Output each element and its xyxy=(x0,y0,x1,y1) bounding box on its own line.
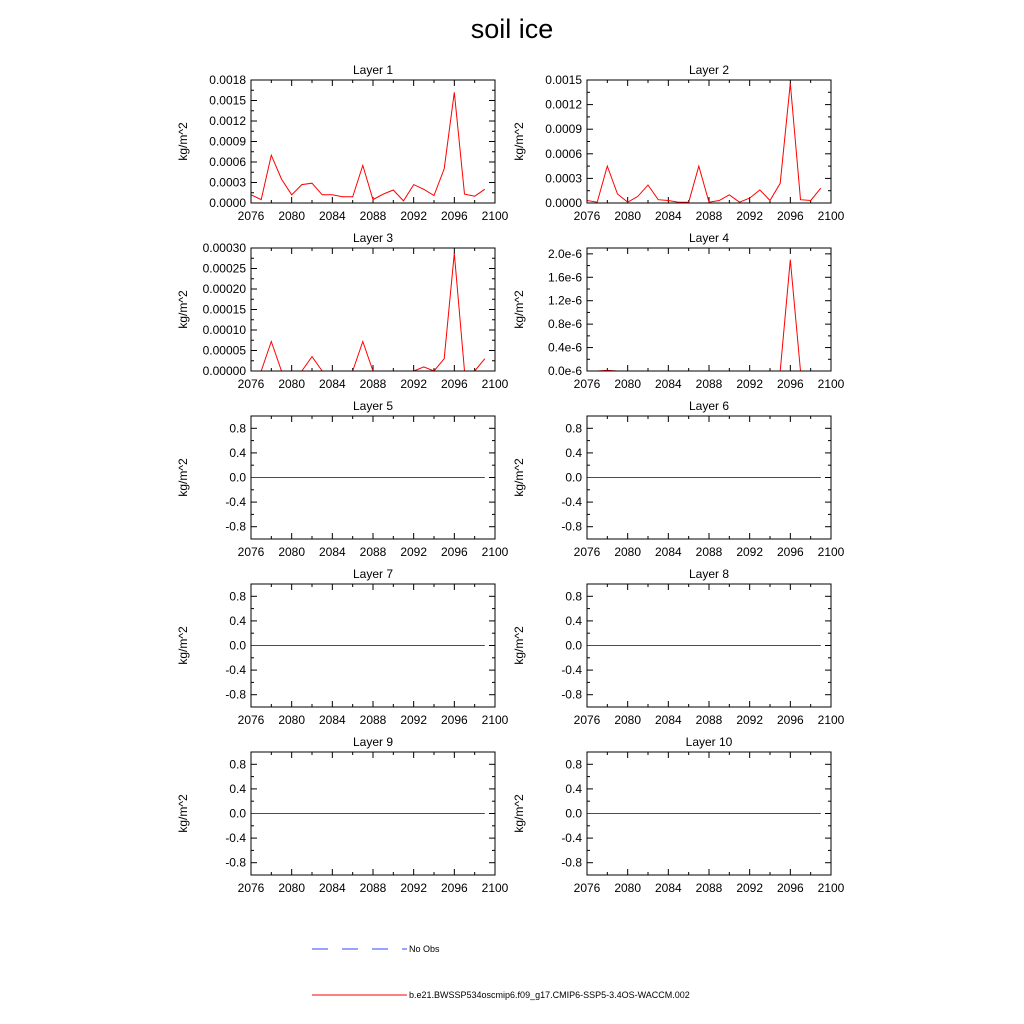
x-tick-label: 2076 xyxy=(237,881,265,895)
y-axis-label: kg/m^2 xyxy=(176,290,190,329)
y-axis-label: kg/m^2 xyxy=(512,458,526,497)
x-tick-label: 2088 xyxy=(695,209,723,223)
y-tick-label: -0.8 xyxy=(561,687,582,702)
y-tick-label: 0.0 xyxy=(229,806,246,821)
x-tick-label: 2100 xyxy=(817,209,845,223)
x-tick-label: 2084 xyxy=(318,209,346,223)
x-tick-label: 2096 xyxy=(776,881,804,895)
x-tick-label: 2100 xyxy=(817,377,845,391)
y-axis-label: kg/m^2 xyxy=(176,794,190,833)
x-tick-label: 2084 xyxy=(654,713,682,727)
y-tick-label: 2.0e-6 xyxy=(547,246,582,261)
y-tick-label: -0.4 xyxy=(561,663,582,678)
y-tick-label: 0.0015 xyxy=(209,93,246,108)
x-tick-label: 2076 xyxy=(573,713,601,727)
x-tick-label: 2080 xyxy=(614,713,642,727)
y-axis-label: kg/m^2 xyxy=(512,794,526,833)
panel-title: Layer 6 xyxy=(688,399,730,413)
x-tick-label: 2088 xyxy=(359,713,387,727)
y-tick-label: 0.0006 xyxy=(545,146,582,161)
x-tick-label: 2088 xyxy=(359,209,387,223)
y-axis-label: kg/m^2 xyxy=(512,122,526,161)
y-tick-label: 0.00000 xyxy=(202,364,246,378)
y-tick-label: 0.4e-6 xyxy=(547,340,582,355)
y-tick-label: 0.00025 xyxy=(202,261,246,276)
x-tick-label: 2100 xyxy=(817,545,845,559)
y-tick-label: -0.4 xyxy=(225,495,246,510)
x-tick-label: 2096 xyxy=(776,377,804,391)
x-tick-label: 2080 xyxy=(614,377,642,391)
x-tick-label: 2092 xyxy=(400,713,428,727)
x-tick-label: 2100 xyxy=(481,377,509,391)
y-tick-label: 0.0000 xyxy=(545,196,582,210)
x-tick-label: 2088 xyxy=(695,881,723,895)
x-tick-label: 2076 xyxy=(237,713,265,727)
legend-obs-line xyxy=(312,944,407,954)
x-tick-label: 2084 xyxy=(318,377,346,391)
y-tick-label: -0.4 xyxy=(561,831,582,846)
x-tick-label: 2096 xyxy=(440,545,468,559)
x-tick-label: 2076 xyxy=(573,377,601,391)
panel-5 xyxy=(176,399,509,559)
panel-frame xyxy=(251,248,495,371)
legend-model-label: b.e21.BWSSP534oscmip6.f09_g17.CMIP6-SSP5-3.4OS-WACCM.002 xyxy=(409,990,690,1000)
y-tick-label: -0.4 xyxy=(225,831,246,846)
y-axis-label: kg/m^2 xyxy=(512,626,526,665)
y-tick-label: 0.00020 xyxy=(202,282,246,296)
y-tick-label: -0.8 xyxy=(561,855,582,870)
y-tick-label: -0.8 xyxy=(225,519,246,534)
panel-7 xyxy=(176,567,509,727)
y-tick-label: 0.8 xyxy=(229,421,246,436)
y-tick-label: 0.4 xyxy=(565,613,582,628)
series-line xyxy=(251,253,485,371)
y-tick-label: 0.0012 xyxy=(209,114,246,128)
x-tick-label: 2100 xyxy=(481,209,509,223)
x-tick-label: 2080 xyxy=(278,377,306,391)
x-tick-label: 2084 xyxy=(318,713,346,727)
y-tick-label: 0.00005 xyxy=(202,343,246,358)
x-tick-label: 2092 xyxy=(400,881,428,895)
panel-8 xyxy=(512,567,845,727)
y-tick-label: 1.6e-6 xyxy=(547,270,582,285)
series-line xyxy=(587,260,821,371)
y-tick-label: -0.4 xyxy=(561,495,582,510)
panel-4 xyxy=(512,231,845,391)
y-tick-label: 0.00015 xyxy=(202,302,246,317)
x-tick-label: 2092 xyxy=(736,881,764,895)
figure-title: soil ice xyxy=(470,14,554,44)
y-tick-label: 0.8 xyxy=(229,589,246,604)
x-tick-label: 2092 xyxy=(400,209,428,223)
x-tick-label: 2088 xyxy=(359,545,387,559)
panel-1 xyxy=(176,63,509,223)
panel-frame xyxy=(251,80,495,203)
panel-9 xyxy=(176,735,509,895)
x-tick-label: 2080 xyxy=(614,209,642,223)
y-axis-label: kg/m^2 xyxy=(176,626,190,665)
x-tick-label: 2076 xyxy=(237,209,265,223)
panel-6 xyxy=(512,399,845,559)
x-tick-label: 2092 xyxy=(736,713,764,727)
y-tick-label: 0.0015 xyxy=(545,73,582,87)
panel-frame xyxy=(587,80,831,203)
panel-title: Layer 7 xyxy=(352,567,394,581)
series-line xyxy=(251,92,485,201)
y-tick-label: 0.8e-6 xyxy=(547,317,582,332)
x-tick-label: 2084 xyxy=(318,881,346,895)
x-tick-label: 2080 xyxy=(278,713,306,727)
x-tick-label: 2076 xyxy=(573,881,601,895)
y-tick-label: 0.0e-6 xyxy=(547,364,582,378)
x-tick-label: 2100 xyxy=(481,545,509,559)
y-tick-label: 0.0 xyxy=(229,470,246,485)
y-tick-label: -0.8 xyxy=(561,519,582,534)
y-tick-label: 0.0006 xyxy=(209,155,246,169)
x-tick-label: 2092 xyxy=(736,545,764,559)
x-tick-label: 2092 xyxy=(400,377,428,391)
x-tick-label: 2096 xyxy=(440,209,468,223)
y-tick-label: 0.4 xyxy=(229,781,246,796)
y-tick-label: 0.0 xyxy=(565,638,582,653)
x-tick-label: 2100 xyxy=(817,713,845,727)
x-tick-label: 2088 xyxy=(359,881,387,895)
x-tick-label: 2092 xyxy=(400,545,428,559)
y-tick-label: 0.8 xyxy=(229,757,246,772)
x-tick-label: 2088 xyxy=(359,377,387,391)
y-tick-label: 0.0018 xyxy=(209,73,246,87)
x-tick-label: 2080 xyxy=(278,545,306,559)
x-tick-label: 2096 xyxy=(776,209,804,223)
y-tick-label: 0.4 xyxy=(565,445,582,460)
x-tick-label: 2084 xyxy=(654,209,682,223)
x-tick-label: 2080 xyxy=(614,545,642,559)
y-tick-label: -0.8 xyxy=(225,855,246,870)
y-tick-label: 0.4 xyxy=(229,445,246,460)
y-tick-label: 0.00010 xyxy=(202,323,246,337)
panel-title: Layer 4 xyxy=(688,231,730,245)
y-axis-label: kg/m^2 xyxy=(512,290,526,329)
x-tick-label: 2100 xyxy=(817,881,845,895)
x-tick-label: 2080 xyxy=(278,209,306,223)
x-tick-label: 2088 xyxy=(695,377,723,391)
x-tick-label: 2096 xyxy=(440,881,468,895)
x-tick-label: 2100 xyxy=(481,713,509,727)
legend-obs-label: No Obs xyxy=(409,944,440,954)
x-tick-label: 2076 xyxy=(573,545,601,559)
panel-title: Layer 3 xyxy=(352,231,394,245)
panel-title: Layer 2 xyxy=(688,63,730,77)
x-tick-label: 2084 xyxy=(654,545,682,559)
x-tick-label: 2092 xyxy=(736,377,764,391)
panel-title: Layer 8 xyxy=(688,567,730,581)
panel-title: Layer 1 xyxy=(352,63,394,77)
y-tick-label: 0.8 xyxy=(565,589,582,604)
y-tick-label: -0.4 xyxy=(225,663,246,678)
y-tick-label: 0.0003 xyxy=(209,175,246,190)
x-tick-label: 2076 xyxy=(573,209,601,223)
y-axis-label: kg/m^2 xyxy=(176,458,190,497)
x-tick-label: 2076 xyxy=(237,377,265,391)
x-tick-label: 2100 xyxy=(481,881,509,895)
y-tick-label: 0.0009 xyxy=(209,134,246,149)
panel-title: Layer 9 xyxy=(352,735,394,749)
y-tick-label: 0.0 xyxy=(565,470,582,485)
x-tick-label: 2096 xyxy=(440,713,468,727)
y-tick-label: 0.0000 xyxy=(209,196,246,210)
panel-title: Layer 5 xyxy=(352,399,394,413)
x-tick-label: 2076 xyxy=(237,545,265,559)
y-axis-label: kg/m^2 xyxy=(176,122,190,161)
series-line xyxy=(587,83,821,202)
y-tick-label: 0.4 xyxy=(229,613,246,628)
x-tick-label: 2088 xyxy=(695,713,723,727)
panel-2 xyxy=(512,63,845,223)
x-tick-label: 2084 xyxy=(654,881,682,895)
y-tick-label: 0.0 xyxy=(565,806,582,821)
y-tick-label: 0.8 xyxy=(565,757,582,772)
y-tick-label: 0.0012 xyxy=(545,97,582,112)
x-tick-label: 2088 xyxy=(695,545,723,559)
y-tick-label: 1.2e-6 xyxy=(547,293,582,308)
x-tick-label: 2096 xyxy=(440,377,468,391)
x-tick-label: 2096 xyxy=(776,545,804,559)
panel-3 xyxy=(176,231,509,391)
x-tick-label: 2084 xyxy=(318,545,346,559)
panel-title: Layer 10 xyxy=(685,735,733,749)
y-tick-label: -0.8 xyxy=(225,687,246,702)
y-tick-label: 0.0 xyxy=(229,638,246,653)
y-tick-label: 0.0009 xyxy=(545,122,582,137)
x-tick-label: 2080 xyxy=(278,881,306,895)
y-tick-label: 0.00030 xyxy=(202,241,246,255)
panel-10 xyxy=(512,735,845,895)
x-tick-label: 2084 xyxy=(654,377,682,391)
legend-model-line xyxy=(312,990,407,1000)
x-tick-label: 2096 xyxy=(776,713,804,727)
x-tick-label: 2080 xyxy=(614,881,642,895)
x-tick-label: 2092 xyxy=(736,209,764,223)
y-tick-label: 0.8 xyxy=(565,421,582,436)
y-tick-label: 0.4 xyxy=(565,781,582,796)
y-tick-label: 0.0003 xyxy=(545,171,582,186)
